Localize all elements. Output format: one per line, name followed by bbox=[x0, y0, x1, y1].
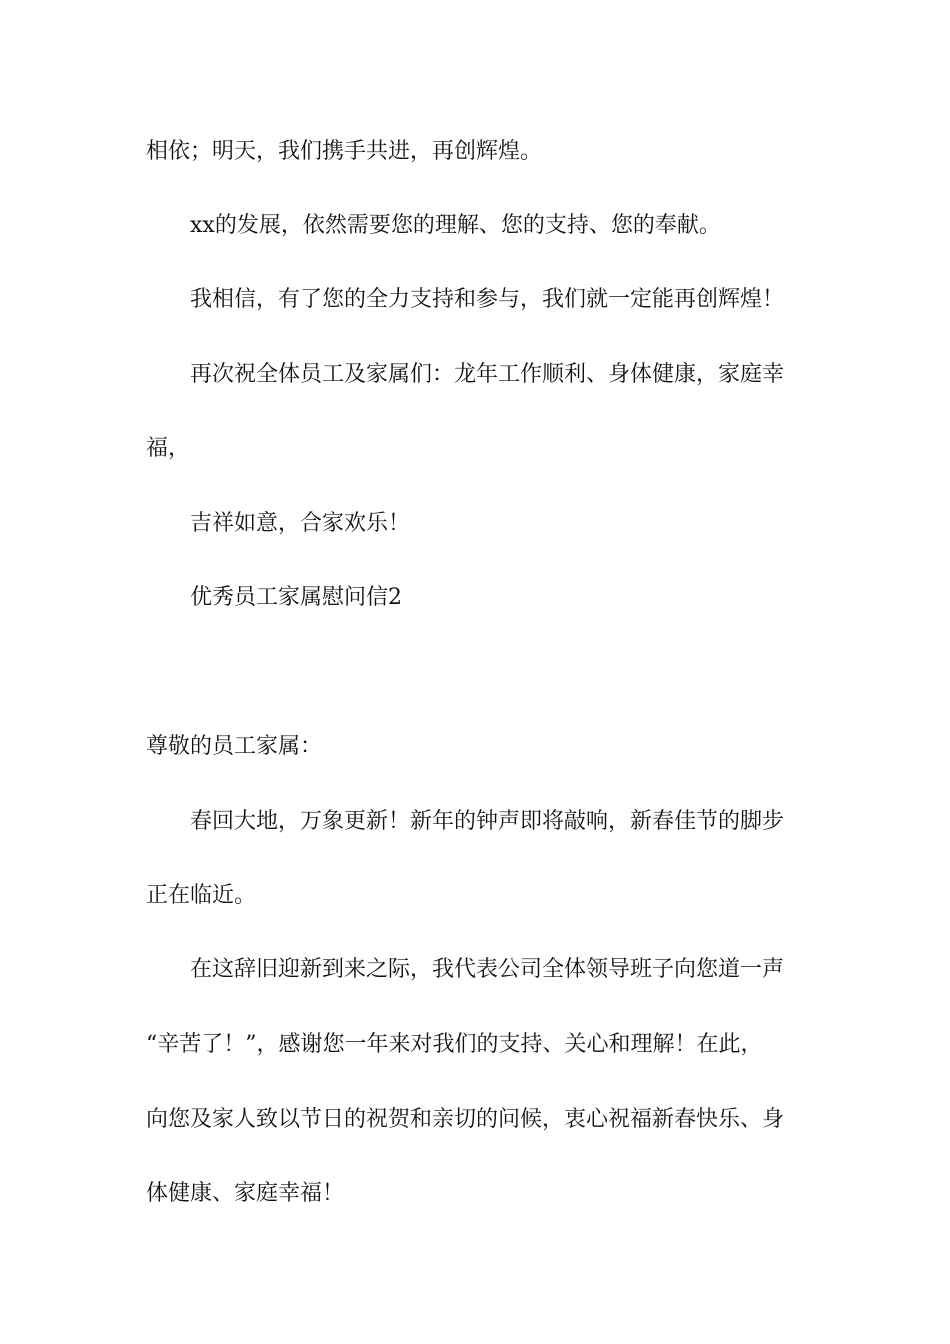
paragraph-line: 福， bbox=[146, 436, 191, 461]
paragraph-line: 春回大地，万象更新！新年的钟声即将敲响，新春佳节的脚步 bbox=[190, 809, 785, 834]
paragraph-line: 吉祥如意，合家欢乐！ bbox=[190, 511, 411, 536]
paragraph-line: 体健康、家庭幸福！ bbox=[146, 1181, 345, 1206]
paragraph-line: 再次祝全体员工及家属们：龙年工作顺利、身体健康，家庭幸 bbox=[190, 362, 785, 387]
paragraph-line: “辛苦了！”，感谢您一年来对我们的支持、关心和理解！在此， bbox=[146, 1032, 763, 1057]
paragraph-line: 我相信，有了您的全力支持和参与，我们就一定能再创辉煌！ bbox=[190, 287, 785, 312]
salutation: 尊敬的员工家属： bbox=[146, 734, 323, 759]
paragraph-line: 相依；明天，我们携手共进，再创辉煌。 bbox=[146, 139, 543, 164]
paragraph-line: 向您及家人致以节日的祝贺和亲切的问候，衷心祝福新春快乐、身 bbox=[146, 1107, 785, 1132]
section-title: 优秀员工家属慰问信2 bbox=[190, 585, 402, 610]
paragraph-line: xx的发展，依然需要您的理解、您的支持、您的奉献。 bbox=[190, 213, 721, 238]
paragraph-line: 正在临近。 bbox=[146, 883, 257, 908]
paragraph-line: 在这辞旧迎新到来之际，我代表公司全体领导班子向您道一声 bbox=[190, 957, 785, 982]
